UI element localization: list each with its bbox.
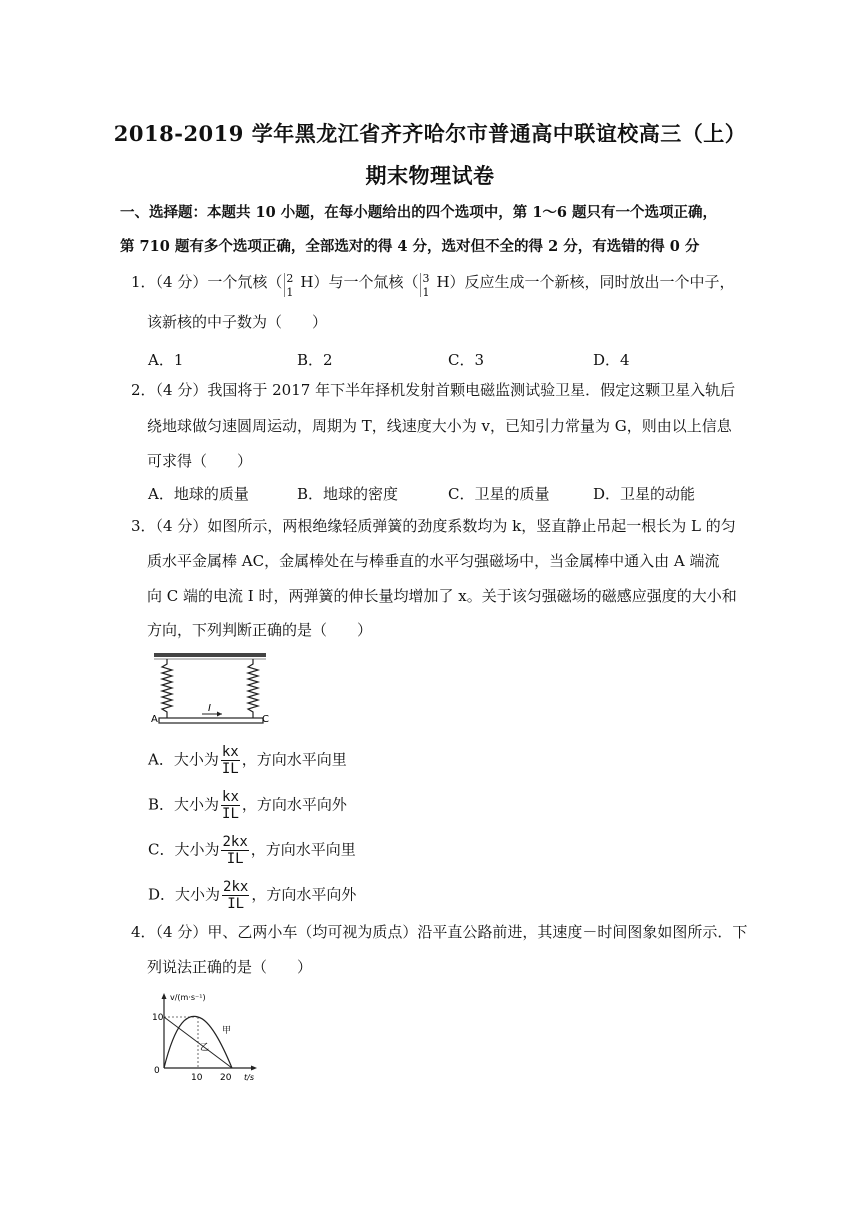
right-spring (248, 659, 258, 718)
fraction: $\frac{kx}{IL}$ (222, 789, 239, 822)
q1-stem-line1 (131, 272, 735, 299)
y-axis-label: v/(m·s⁻¹) (170, 993, 206, 1002)
metal-rod (159, 718, 263, 723)
tritium-notation: 3 1 (422, 272, 430, 299)
q3-option-c: C．大小为 $\frac{2kx}{IL}$ ，方向水平向里 (148, 834, 356, 867)
x-tick-10: 10 (191, 1073, 203, 1082)
q4-stem-line2: 列说法正确的是（ ） (147, 958, 313, 976)
q1-rest: H）反应生成一个新核，同时放出一个中子， (436, 273, 735, 291)
q3-stem-line3: 向 C 端的电流 I 时，两弹簧的伸长量均增加了 x。关于该匀强磁场的磁感应强度的大小和 (147, 587, 737, 605)
current-label: I (208, 703, 211, 714)
end-a-label: A (151, 714, 158, 725)
q1-option-d: D．4 (593, 351, 630, 369)
x-tick-20: 20 (220, 1073, 232, 1082)
q3-stem-line2: 质水平金属棒 AC，金属棒处在与棒垂直的水平匀强磁场中，当金属棒中通入由 A 端流 (147, 552, 720, 570)
q3-stem-line4: 方向，下列判断正确的是（ ） (147, 621, 373, 639)
exam-title-line1: 2018-2019 学年黑龙江省齐齐哈尔市普通高中联谊校高三（上） (113, 121, 747, 146)
q3-option-a: A．大小为 $\frac{kx}{IL}$ ，方向水平向里 (148, 744, 347, 777)
x-axis-label: t/s (244, 1073, 254, 1082)
series-yi-label: 乙 (200, 1043, 210, 1053)
q1-option-a: A．1 (148, 351, 184, 369)
q3-option-b: B．大小为 $\frac{kx}{IL}$ ，方向水平向外 (148, 789, 347, 822)
deuterium-notation: 2 1 (286, 272, 294, 299)
q1-option-b: B．2 (297, 351, 333, 369)
q1-prefix: 1．（4 分）一个氘核（ (131, 273, 283, 291)
exam-title-line2: 期末物理试卷 (365, 163, 495, 188)
q3-option-d: D．大小为 $\frac{2kx}{IL}$ ，方向水平向外 (148, 879, 357, 912)
q2-option-d: D．卫星的动能 (593, 485, 696, 503)
q2-option-c: C．卫星的质量 (448, 485, 550, 503)
end-c-label: C (262, 714, 269, 725)
q1-stem-line2: 该新核的中子数为（ ） (147, 313, 328, 331)
fraction: $\frac{2kx}{IL}$ (222, 834, 248, 867)
q2-option-a: A．地球的质量 (148, 485, 249, 503)
left-spring (162, 659, 172, 718)
series-yi-line (164, 1017, 232, 1068)
q3-stem-line1: 3．（4 分）如图所示，两根绝缘轻质弹簧的劲度系数均为 k，竖直静止吊起一根长为 L 的匀 (131, 517, 736, 535)
q4-stem-line1: 4．（4 分）甲、乙两小车（均可视为质点）沿平直公路前进，其速度－时间图象如图所示．下 (131, 923, 748, 941)
q2-option-b: B．地球的密度 (297, 485, 399, 503)
section-instructions-line2: 第 710 题有多个选项正确，全部选对的得 4 分，选对但不全的得 2 分，有选错的得 0 分 (120, 238, 700, 255)
q1-option-c: C．3 (448, 351, 485, 369)
origin-label: 0 (154, 1066, 160, 1076)
q2-stem-line1: 2．（4 分）我国将于 2017 年下半年择机发射首颗电磁监测试验卫星．假定这颗卫星入轨后 (131, 381, 736, 399)
q1-mid: H）与一个氚核（ (300, 273, 419, 291)
y-tick-10: 10 (152, 1013, 164, 1023)
series-jia-label: 甲 (222, 1026, 232, 1036)
ceiling-support (154, 653, 266, 657)
q2-stem-line2: 绕地球做匀速圆周运动，周期为 T，线速度大小为 v，已知引力常量为 G，则由以上信息 (147, 417, 732, 435)
spring-rod-figure (150, 652, 272, 728)
fraction: $\frac{2kx}{IL}$ (223, 879, 249, 912)
section-instructions-line1: 一、选择题：本题共 10 小题，在每小题给出的四个选项中，第 1～6 题只有一个选项正确， (120, 204, 718, 221)
q2-stem-line3: 可求得（ ） (147, 452, 253, 470)
fraction: $\frac{kx}{IL}$ (221, 744, 239, 777)
velocity-time-graph (148, 990, 264, 1082)
